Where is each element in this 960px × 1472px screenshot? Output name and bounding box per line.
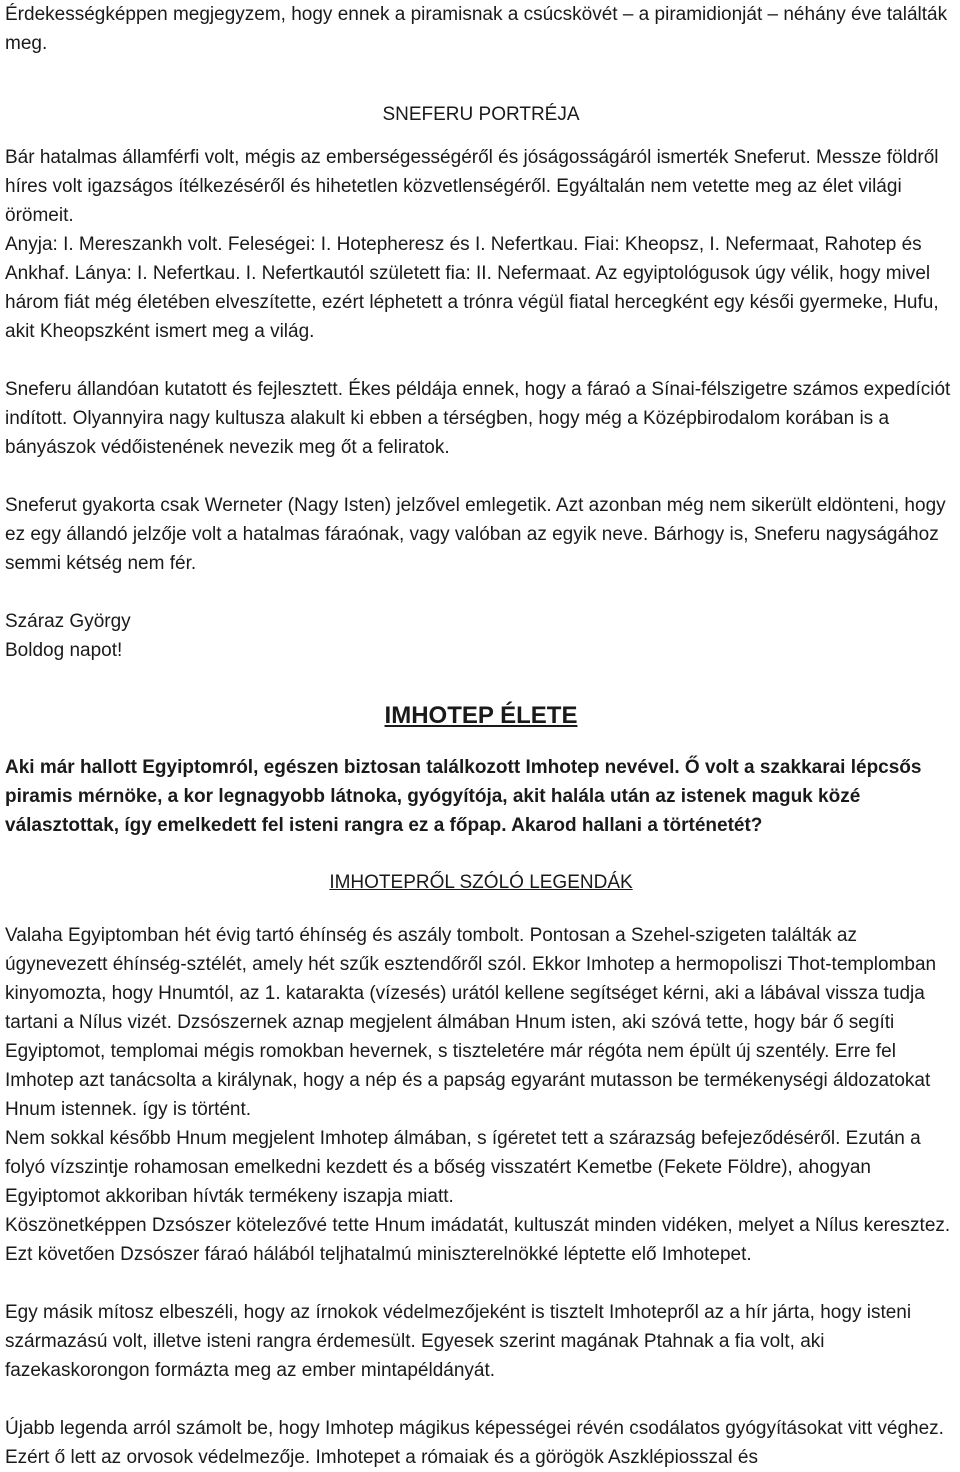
- legends-heading: IMHOTEPRŐL SZÓLÓ LEGENDÁK: [329, 872, 633, 893]
- sneferu-paragraph-1: Bár hatalmas államférfi volt, mégis az emberségességéről és jóságosságáról ismerték Sneferut. Messze földről híres volt igazságos ítélkezéséről és hihetetlen közvetlenségéről. Egyáltalán nem vetette meg az élet világi örömeit.: [5, 147, 939, 226]
- imhotep-heading: IMHOTEP ÉLETE: [384, 702, 578, 729]
- legend-paragraph-1: Valaha Egyiptomban hét évig tartó éhínség és aszály tombolt. Pontosan a Szehel-szigeten találták az úgynevezett éhínség-sztélét, amely hét szűk esztendőről szól. Ekkor Imhotep a hermopoliszi Thot-templomban kinyomozta, hogy Hnumtól, az 1. katarakta (vízesés) urától kellene segítséget kérni, aki a lábával vissza tudja tartani a Nílus vizét. Dzsószernek aznap megjelent álmában Hnum isten, aki szóvá tette, hogy bár ő segíti Egyiptomot, templomai mégis romokban hevernek, s tiszteletére már régóta nem épült új szentély. Erre fel Imhotep azt tanácsolta a királynak, hogy a nép és a papság egyaránt mutasson be termékenységi áldozatokat Hnum istennek. így is történt.: [5, 925, 937, 1120]
- sneferu-paragraph-2: Anyja: I. Mereszankh volt. Feleségei: I. Hotepheresz és I. Nefertkau. Fiai: Kheopsz, I. Nefermaat, Rahotep és Ankhaf. Lánya: I. Nefertkau. I. Nefertkautól született fia: II. Nefermaat. Az egyiptológusok úgy vélik, hogy mivel három fiát még életében elveszítette, ezért léphetett a trónra végül fiatal hercegként egy késői gyermeke, Hufu, akit Kheopszként ismert meg a világ.: [5, 234, 939, 342]
- signature-greeting: Boldog napot!: [5, 640, 123, 661]
- legend-paragraph-4: Egy másik mítosz elbeszéli, hogy az írnokok védelmezőjeként is tisztelt Imhotepről az a hír járta, hogy isteni származású volt, illetve isteni rangra érdemesült. Egyesek szerint magának Ptahnak a fia volt, aki fazekaskorongon formázta meg az ember mintapéldányát.: [5, 1302, 912, 1381]
- legend-paragraph-3: Köszönetképpen Dzsószer kötelezővé tette Hnum imádatát, kultuszát minden vidéken, melyet a Nílus keresztez. Ezt követően Dzsószer fáraó hálából teljhatalmú miniszterelnökké léptette elő Imhotepet.: [5, 1215, 951, 1265]
- legend-paragraph-5: Újabb legenda arról számolt be, hogy Imhotep mágikus képességei révén csodálatos gyógyításokat vitt véghez. Ezért ő lett az orvosok védelmezője. Imhotepet a rómaiak és a görögök Aszklépiosszal és: [5, 1418, 944, 1468]
- sneferu-paragraph-4: Sneferut gyakorta csak Werneter (Nagy Isten) jelzővel emlegetik. Azt azonban még nem sikerült eldönteni, hogy ez egy állandó jelzője volt a hatalmas fáraónak, vagy valóban az egyik neve. Bárhogy is, Sneferu nagyságához semmi kétség nem fér.: [5, 495, 946, 574]
- intro-paragraph: Érdekességképpen megjegyzem, hogy ennek a piramisnak a csúcskövét – a piramidionját – néhány éve találták meg.: [5, 4, 948, 54]
- legend-paragraph-2: Nem sokkal később Hnum megjelent Imhotep álmában, s ígéretet tett a szárazság befejeződéséről. Ezután a folyó vízszintje rohamosan emelkedni kezdett és a bőség visszatért Kemetbe (Fekete Földre), ahogyan Egyiptomot akkoriban hívták termékeny iszapja miatt.: [5, 1128, 921, 1207]
- sneferu-heading: SNEFERU PORTRÉJA: [382, 104, 580, 125]
- imhotep-intro: Aki már hallott Egyiptomról, egészen biztosan találkozott Imhotep nevével. Ő volt a szakkarai lépcsős piramis mérnöke, a kor legnagyobb látnoka, gyógyítója, akit halála után az istenek maguk közé választottak, így emelkedett fel isteni rangra ez a főpap. Akarod hallani a történetét?: [5, 757, 922, 836]
- sneferu-paragraph-3: Sneferu állandóan kutatott és fejlesztett. Ékes példája ennek, hogy a fáraó a Sínai-félszigetre számos expedíciót indított. Olyannyira nagy kultusza alakult ki ebben a térségben, hogy még a Középbirodalom korában is a bányászok védőistenének nevezik meg őt a feliratok.: [5, 379, 951, 458]
- signature-name: Száraz György: [5, 611, 131, 632]
